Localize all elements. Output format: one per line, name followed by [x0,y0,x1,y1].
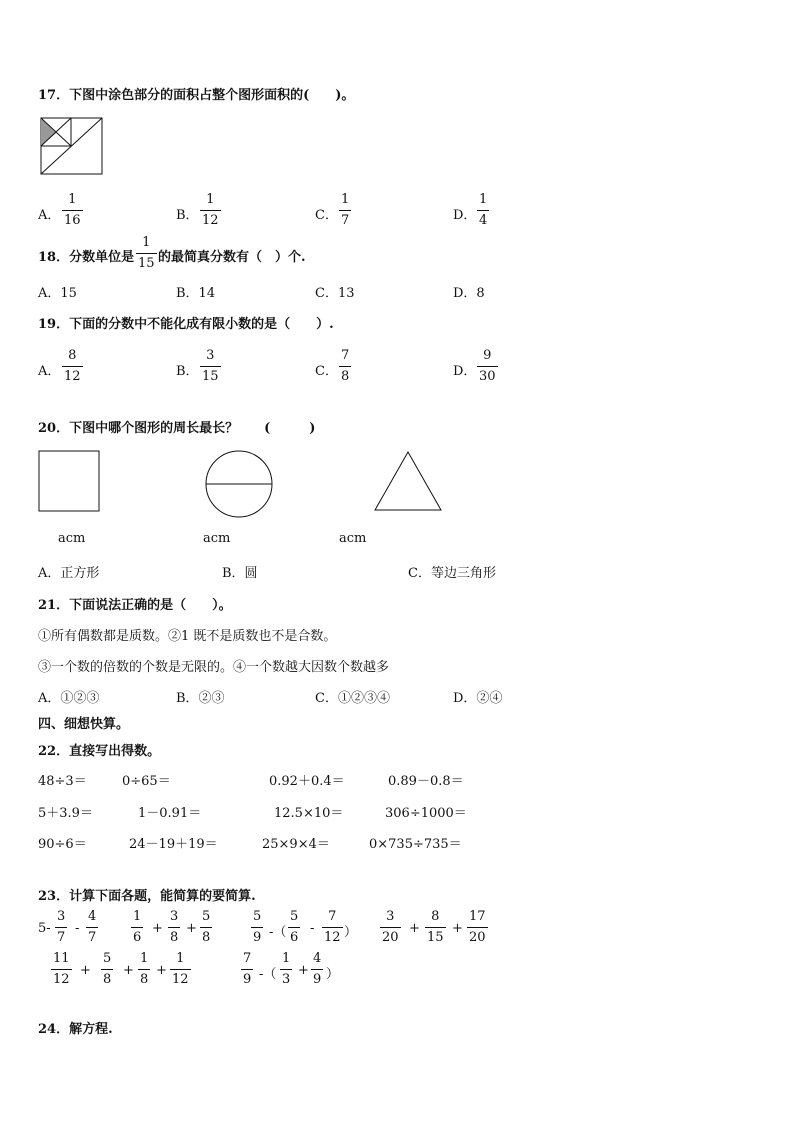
expr6-fraction-1: 7 9 [243,951,252,987]
expr5-fraction-1: 11 12 [53,951,70,987]
q17-question: 17．下图中涂色部分的面积占整个图形面积的( )。 [38,88,355,103]
q18-option-b: B．14 [176,286,216,301]
q19-option-b-label: B． [176,364,199,379]
q19-option-a-label: A． [38,364,61,379]
q20-question: 20．下图中哪个图形的周长最长？ ( ) [38,421,316,436]
calc-item: 0×735÷735＝ [369,837,462,852]
q19-option-d-fraction: 9 30 [479,348,496,384]
calc-item: 1－0.91＝ [138,806,202,821]
q22-question: 22．直接写出得数。 [38,744,161,759]
q18-prefix: 18．分数单位是 [38,250,135,265]
calc-item: 0.89－0.8＝ [388,774,464,789]
q21-option-d: D．②④ [453,691,503,706]
q19-option-c-fraction: 7 8 [341,348,350,384]
expr1-operator: - [75,921,80,936]
q19-option-b-fraction: 3 15 [202,348,219,384]
q19-option-d-label: D． [453,364,477,379]
q21-option-b: B．②③ [176,691,225,706]
expr3-operator-1: -（ [269,925,287,940]
expr5-fraction-2: 5 8 [103,951,112,987]
expr2-operator-2: + [186,921,197,936]
expr4-fraction-1: 3 20 [382,909,399,945]
expr3-fraction-2: 5 6 [290,909,299,945]
expr2-operator-1: + [152,921,163,936]
expr5-fraction-4: 1 12 [172,951,189,987]
q18-option-c: C．13 [315,286,355,301]
expr2-fraction-3: 5 8 [202,909,211,945]
calc-item: 48÷3＝ [38,774,87,789]
expr2-fraction-2: 3 8 [170,909,179,945]
q17-option-d-fraction: 1 4 [479,192,488,228]
calc-item: 0.92＋0.4＝ [269,774,345,789]
q18-fraction: 1 15 [138,235,155,271]
triangle-figure [373,450,443,512]
expr6-operator-1: -（ [259,967,277,982]
section-4-heading: 四、细想快算。 [38,717,130,732]
expr4-operator-2: + [452,921,463,936]
q21-statement-2: ③一个数的倍数的个数是无限的。④一个数越大因数个数越多 [38,660,390,675]
q20-option-a: A．正方形 [38,566,100,581]
expr4-fraction-3: 17 20 [469,909,486,945]
expr6-fraction-3: 4 9 [313,951,322,987]
q21-option-a: A．①②③ [38,691,100,706]
circle-diameter-label: acm [203,531,231,546]
q19-option-c-label: C． [315,364,338,379]
expr2-fraction-1: 1 6 [133,909,142,945]
q19-question: 19．下面的分数中不能化成有限小数的是（ ）. [38,317,334,332]
expr4-fraction-2: 8 15 [427,909,444,945]
triangle-side-label: acm [339,531,367,546]
square-side-label: acm [58,531,86,546]
q17-option-a-fraction: 1 16 [64,192,81,228]
q23-question: 23．计算下面各题，能简算的要简算. [38,889,256,904]
calc-item: 12.5×10＝ [274,806,344,821]
q21-question: 21．下面说法正确的是（ ）。 [38,598,232,613]
q17-option-a-label: A． [38,208,61,223]
expr5-operator-3: + [156,963,167,978]
q17-option-b-fraction: 1 12 [202,192,219,228]
q20-option-c: C．等边三角形 [408,566,496,581]
q18-option-d: D．8 [453,286,485,301]
expr6-operator-2: + [298,963,309,978]
expr4-operator-1: + [409,921,420,936]
q21-option-c: C．①②③④ [315,691,390,706]
expr3-close-paren: ） [344,925,358,940]
expr6-close-paren: ） [326,967,340,982]
calc-item: 0÷65＝ [122,774,171,789]
expr5-fraction-3: 1 8 [140,951,149,987]
expr3-fraction-1: 5 9 [253,909,262,945]
square-figure [38,450,100,512]
q19-option-a-fraction: 8 12 [64,348,81,384]
q17-option-b-label: B． [176,208,199,223]
expr5-operator-2: + [123,963,134,978]
expr1-lead: 5- [38,921,51,936]
calc-item: 306÷1000＝ [385,806,467,821]
q24-question: 24．解方程. [38,1022,113,1037]
expr6-fraction-2: 1 3 [282,951,291,987]
expr1-fraction-2: 4 7 [88,909,97,945]
expr3-fraction-3: 7 12 [324,909,341,945]
q18-suffix: 的最简真分数有（ ）个. [158,250,306,265]
expr1-fraction-1: 3 7 [57,909,66,945]
expr5-operator-1: + [80,963,91,978]
calc-item: 90÷6＝ [38,837,87,852]
q17-option-d-label: D． [453,208,477,223]
q17-option-c-label: C． [315,208,338,223]
q21-statement-1: ①所有偶数都是质数。②1 既不是质数也不是合数。 [38,629,337,644]
q18-option-a: A．15 [38,286,77,301]
q20-option-b: B．圆 [222,566,258,581]
circle-figure [204,449,274,519]
calc-item: 5＋3.9＝ [38,806,93,821]
calc-item: 24－19＋19＝ [129,837,218,852]
calc-item: 25×9×4＝ [262,837,330,852]
q17-option-c-fraction: 1 7 [341,192,350,228]
expr3-operator-2: - [310,921,315,936]
q17-figure [40,117,104,175]
